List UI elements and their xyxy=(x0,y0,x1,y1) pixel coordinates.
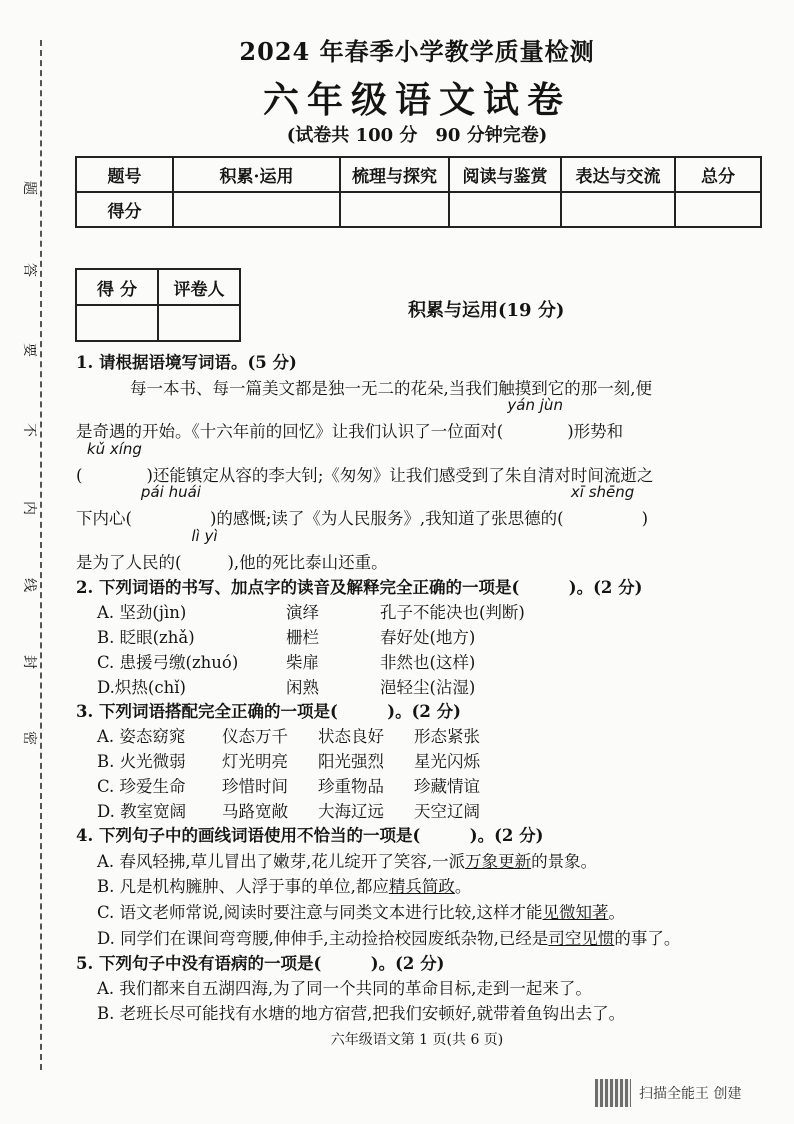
underlined-phrase: 精兵简政 xyxy=(388,877,455,896)
q5-option-b: B. 老班长尽可能找有水塘的地方宿营,把我们安顿好,就带着鱼钩出去了。 xyxy=(97,1004,626,1023)
fill-blank[interactable] xyxy=(564,483,642,528)
q4-option-b xyxy=(97,873,471,897)
q3-option-word: 形态紧张 xyxy=(414,727,480,746)
seal-char: 答 xyxy=(21,263,37,277)
seal-char: 要 xyxy=(21,343,37,357)
q3-option-word: 珍重物品 xyxy=(318,777,384,796)
underlined-phrase: 见微知著 xyxy=(542,903,609,922)
q3-option-word: 大海辽远 xyxy=(318,802,384,821)
page-footer: 六年级语文第 1 页(共 6 页) xyxy=(330,1032,504,1048)
q2-option-word: 浥轻尘(沾湿) xyxy=(380,678,476,697)
q1-text-line: 每一本书、每一篇美文都是独一无二的花朵,当我们触摸到它的那一刻,便 xyxy=(130,379,652,398)
q2-option-d: D.炽热(chǐ) xyxy=(97,678,186,697)
score-table xyxy=(75,156,762,228)
q1-stem: 1. 请根据语境写词语。(5 分) xyxy=(76,353,297,372)
score-row-label: 得分 xyxy=(76,192,173,227)
q2-stem: 2. 下列词语的书写、加点字的读音及解释完全正确的一项是( )。(2 分) xyxy=(76,578,643,597)
score-cell[interactable] xyxy=(561,192,675,227)
q3-option-word: 珍藏情谊 xyxy=(414,777,480,796)
q3-option-word: 灯光明亮 xyxy=(222,752,288,771)
q4-text: 。 xyxy=(608,903,626,922)
q4-text: 。 xyxy=(454,877,472,896)
underlined-phrase: 万象更新 xyxy=(465,852,532,871)
q1-text: 是为了人民的( xyxy=(76,553,182,572)
q1-text: 下内心( xyxy=(76,509,132,528)
pinyin-hint: pái huái xyxy=(140,483,201,501)
q4-option-c xyxy=(97,899,625,923)
score-header-cell: 题号 xyxy=(76,157,173,192)
q1-text: )还能镇定从容的李大钊;《匆匆》让我们感受到了朱自清对时间流逝之 xyxy=(146,466,654,485)
q2-option-word: 演绎 xyxy=(286,603,319,622)
q1-text: ( xyxy=(76,466,83,485)
q2-option-word: 非然也(这样) xyxy=(380,653,476,672)
q3-stem: 3. 下列词语搭配完全正确的一项是( )。(2 分) xyxy=(76,702,461,721)
underlined-phrase: 司空见惯 xyxy=(548,929,615,948)
q1-text: 是奇遇的开始。《十六年前的回忆》让我们认识了一位面对( xyxy=(76,422,504,441)
fill-blank[interactable] xyxy=(181,527,227,572)
q2-option-word: 春好处(地方) xyxy=(380,628,476,647)
q2-option-c: C. 患援弓缴(zhuó) xyxy=(97,653,239,672)
grader-score-label: 得 分 xyxy=(76,269,158,305)
qr-code-icon xyxy=(595,1079,631,1107)
q2-option-word: 闲熟 xyxy=(286,678,319,697)
q1-text-line xyxy=(76,396,624,442)
seal-dashed-line xyxy=(40,40,42,1070)
score-cell[interactable] xyxy=(449,192,561,227)
q5-stem: 5. 下列句子中没有语病的一项是( )。(2 分) xyxy=(76,954,445,973)
score-cell[interactable] xyxy=(173,192,340,227)
score-header-cell: 梳理与探究 xyxy=(340,157,449,192)
seal-char: 线 xyxy=(21,578,37,592)
q1-text-line xyxy=(76,483,649,529)
q1-text: ) xyxy=(641,509,649,528)
seal-char: 题 xyxy=(21,181,37,195)
seal-char: 内 xyxy=(21,501,37,515)
q4-stem: 4. 下列句子中的画线词语使用不恰当的一项是( )。(2 分) xyxy=(76,826,544,845)
seal-char: 密 xyxy=(21,731,37,745)
q3-option-word: 阳光强烈 xyxy=(318,752,384,771)
seal-char: 封 xyxy=(21,655,37,669)
q2-option-word: 孔子不能决也(判断) xyxy=(380,603,525,622)
q4-text: B. 凡是机构臃肿、人浮于事的单位,都应 xyxy=(97,877,389,896)
q2-option-a: A. 坚劲(jìn) xyxy=(97,603,187,622)
score-header-cell: 表达与交流 xyxy=(561,157,675,192)
q4-option-d xyxy=(97,925,680,949)
scanner-watermark xyxy=(595,1078,785,1108)
score-cell[interactable] xyxy=(340,192,449,227)
q3-option-word: 马路宽敞 xyxy=(222,802,288,821)
q3-option-b: B. 火光微弱 xyxy=(97,752,186,771)
section-title: 积累与运用(19 分) xyxy=(408,300,565,321)
binding-margin xyxy=(0,0,58,1124)
watermark-text: 扫描全能王 创建 xyxy=(639,1086,742,1102)
q4-text: 的景象。 xyxy=(531,852,598,871)
score-header-cell: 积累·运用 xyxy=(173,157,340,192)
fill-blank[interactable] xyxy=(503,396,567,441)
q4-text: 的事了。 xyxy=(614,929,681,948)
seal-char: 不 xyxy=(21,423,37,437)
q2-option-word: 柴扉 xyxy=(286,653,319,672)
q1-text: )的感慨;读了《为人民服务》,我知道了张思德的( xyxy=(209,509,564,528)
q4-text: C. 语文老师常说,阅读时要注意与同类文本进行比较,这样才能 xyxy=(97,903,543,922)
pinyin-hint: kǔ xíng xyxy=(86,440,142,458)
score-header-cell: 总分 xyxy=(675,157,761,192)
q2-option-b: B. 眨眼(zhǎ) xyxy=(97,628,195,647)
q3-option-word: 星光闪烁 xyxy=(414,752,480,771)
q5-option-a: A. 我们都来自五湖四海,为了同一个共同的革命目标,走到一起来了。 xyxy=(97,979,592,998)
score-header-cell: 阅读与鉴赏 xyxy=(449,157,561,192)
q4-text: D. 同学们在课间弯弯腰,伸伸手,主动捡拾校园废纸杂物,已经是 xyxy=(97,929,549,948)
q3-option-c: C. 珍爱生命 xyxy=(97,777,186,796)
q4-option-a xyxy=(97,848,597,872)
q3-option-word: 珍惜时间 xyxy=(222,777,288,796)
q3-option-d: D. 教室宽阔 xyxy=(97,802,187,821)
q1-text: ),他的死比泰山还重。 xyxy=(227,553,388,572)
q3-option-word: 天空辽阔 xyxy=(414,802,480,821)
score-cell[interactable] xyxy=(675,192,761,227)
exam-title-note: (试卷共 100 分 90 分钟完卷) xyxy=(286,125,548,146)
exam-title-line1: 2024 年春季小学教学质量检测 xyxy=(239,37,595,66)
q1-text-line xyxy=(76,527,388,573)
q2-option-word: 栅栏 xyxy=(286,628,319,647)
grader-score-cell[interactable] xyxy=(76,305,158,341)
q3-option-word: 状态良好 xyxy=(318,727,384,746)
pinyin-hint: yán jùn xyxy=(507,396,563,414)
grader-name-label: 评卷人 xyxy=(158,269,240,305)
q3-option-word: 仪态万千 xyxy=(222,727,288,746)
q4-text: A. 春风轻拂,草儿冒出了嫩芽,花儿绽开了笑容,一派 xyxy=(97,852,466,871)
grader-table xyxy=(75,268,241,342)
exam-title-main: 六年级语文试卷 xyxy=(262,79,571,121)
q1-text: )形势和 xyxy=(567,422,624,441)
fill-blank[interactable] xyxy=(132,483,210,528)
pinyin-hint: xī shēng xyxy=(570,483,635,501)
grader-name-cell[interactable] xyxy=(158,305,240,341)
pinyin-hint: lì yì xyxy=(191,527,218,545)
q3-option-a: A. 姿态窈窕 xyxy=(97,727,186,746)
